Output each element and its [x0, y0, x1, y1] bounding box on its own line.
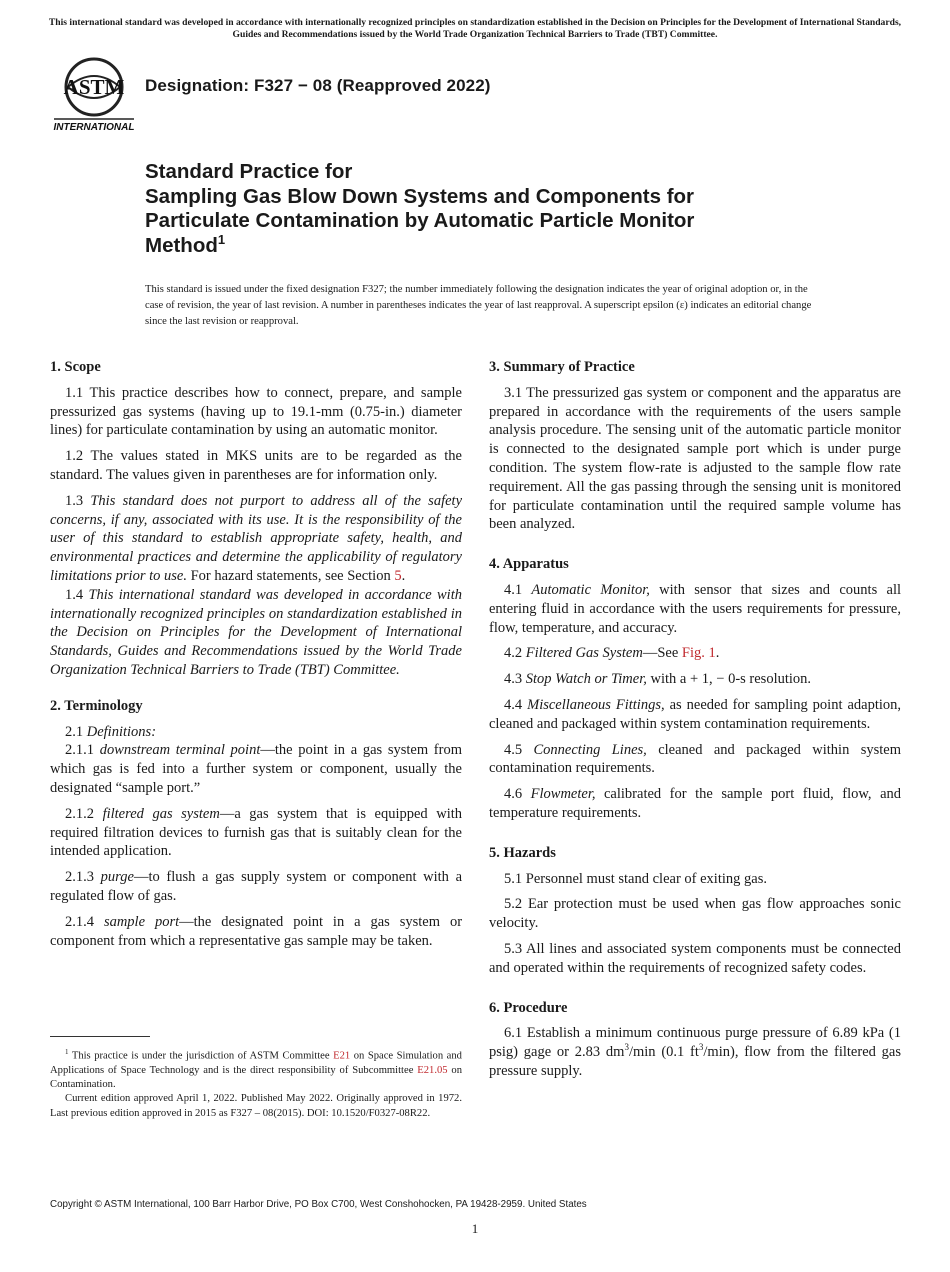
section-scope-heading: 1. Scope: [50, 359, 101, 375]
fig-1-link[interactable]: Fig. 1: [681, 645, 716, 662]
apparatus-4-4-term: Miscellaneous Fittings,: [527, 696, 665, 713]
term-2-1-2-num: 2.1.2: [65, 805, 94, 822]
apparatus-4-2: [489, 644, 901, 663]
header-notice: This international standard was developed in accordance with internationally recognized principles on standardization established in the Decision on Principles for the Development of International Standards, Guides and Recommendations issued by the World Trade Organization Technical Barriers to Trade (TBT) Committee.: [48, 17, 902, 40]
committee-e21-link[interactable]: E21: [333, 1050, 351, 1062]
term-2-1-3-def: —to flush a gas supply system or component with a regulated flow of gas.: [50, 869, 463, 904]
issued-note: This standard is issued under the fixed designation F327; the number immediately following the designation indicates the year of original adoption or, in the case of revision, the year of last revision. A number in parentheses indicates the year of last reapproval. A superscript epsilon (ε) indicates an editorial change since the last revision or reapproval.: [145, 284, 812, 327]
spacer: [489, 830, 901, 844]
page-number: 1: [471, 1221, 479, 1236]
scope-1-3: [50, 492, 462, 586]
apparatus-4-5-text: cleaned and packaged within system contamination requirements.: [489, 741, 902, 777]
apparatus-4-5: [489, 741, 901, 779]
procedure-6-1-c: /min), flow from the filtered gas pressure supply.: [489, 1044, 901, 1079]
section-hazards-heading: 5. Hazards: [489, 844, 556, 861]
apparatus-4-3: [489, 670, 901, 689]
apparatus-4-1: [489, 581, 901, 637]
footnote-1-mark: 1: [65, 1048, 69, 1056]
scope-1-3-italic: This standard does not purport to address all of the safety concerns, if any, associated with its use. It is the responsibility of the user of this standard to establish appropriate safety, health, and environmental practices and determine the applicability of regulatory limitations prior to use.: [50, 492, 462, 584]
left-column: [50, 358, 462, 957]
procedure-6-1-sup2: 3: [698, 1042, 704, 1053]
astm-logo-icon: [52, 55, 136, 135]
footnote-divider: [50, 1036, 150, 1037]
apparatus-4-6-text: calibrated for the sample port fluid, flow, and temperature requirements.: [489, 786, 902, 821]
term-2-1-4-def: —the designated point in a gas system or component from which a representative gas sample may be taken.: [50, 913, 463, 949]
term-2-1-3: [50, 868, 462, 906]
section-terminology-heading: 2. Terminology: [50, 697, 143, 714]
scope-1-4-italic: This international standard was developed in accordance with internationally recognized principles on standardization established in the Decision on Principles for the Development of International Standards, Guides and Recommendations issued by the World Trade Organization Technical Barriers to Trade (TBT) Committee.: [50, 586, 462, 678]
apparatus-4-5-num: 4.5: [504, 741, 523, 758]
document-title: [145, 160, 825, 258]
scope-1-1: 1.1 This practice describes how to connect, prepare, and sample pressurized gas systems (having up to 19.1-mm (0.75-in.) diameter lines) for particulate contamination by using an automatic monitor.: [50, 384, 462, 439]
title-line-1: Standard Practice for: [145, 160, 353, 183]
footnote-2: Current edition approved April 1, 2022. Published May 2022. Originally approved in 1972. Last previous edition approved in 2015 as F327 – 08(2015). DOI: 10.1520/F0327-08R22.: [50, 1093, 462, 1119]
terminology-2-1-num: 2.1: [65, 723, 84, 740]
section-apparatus-heading: 4. Apparatus: [489, 556, 569, 573]
scope-1-2: 1.2 The values stated in MKS units are to be regarded as the standard. The values given in parentheses are for information only.: [50, 448, 462, 483]
scope-1-4-num: 1.4: [65, 586, 84, 603]
logo-caption: INTERNATIONAL: [53, 122, 135, 133]
apparatus-4-6: [489, 785, 901, 823]
term-2-1-1-num: 2.1.1: [65, 742, 94, 759]
hazards-5-2: 5.2 Ear protection must be used when gas flow approaches sonic velocity.: [489, 896, 901, 932]
definitions-label: Definitions:: [86, 723, 157, 740]
term-2-1-2: [50, 805, 462, 861]
apparatus-4-2-num: 4.2: [504, 645, 523, 662]
term-2-1-1-def: —the point in a gas system from which gas is fed into a further system or component, usually the designated “sample port.”: [50, 742, 462, 796]
procedure-6-1: [489, 1024, 901, 1080]
apparatus-4-1-num: 4.1: [504, 581, 523, 598]
term-2-1-2-def: —a gas system that is equipped with required filtration devices to furnish gas that is suitably clean for the intended application.: [50, 805, 463, 860]
scope-1-3-num: 1.3: [65, 492, 84, 509]
section-5-link[interactable]: 5: [394, 567, 402, 584]
apparatus-4-5-term: Connecting Lines,: [533, 741, 647, 758]
apparatus-4-2-term: Filtered Gas System: [525, 645, 643, 662]
apparatus-4-1-text: with sensor that sizes and counts all entering fluid in accordance with the users requirements for pressure, flow, temperature, and accuracy.: [489, 581, 901, 636]
footnote-1-text-c: on Contamination.: [50, 1064, 462, 1091]
subcommittee-e21-05-link[interactable]: E21.05: [417, 1064, 448, 1076]
term-filtered-gas-system: filtered gas system: [102, 805, 220, 822]
scope-1-3-end: .: [401, 567, 406, 584]
apparatus-4-1-term: Automatic Monitor,: [531, 581, 650, 598]
footnotes: [50, 1045, 462, 1121]
logo-wordmark: ASTM: [63, 75, 125, 99]
apparatus-4-4-num: 4.4: [504, 696, 523, 713]
copyright: Copyright © ASTM International, 100 Barr Harbor Drive, PO Box C700, West Conshohocken, PA 19428-2959. United States: [50, 1199, 587, 1210]
terminology-2-1: [50, 723, 462, 742]
procedure-6-1-a: 6.1 Establish a minimum continuous purge pressure of 6.89 kPa (1 psig) gage or 2.83 dm: [489, 1025, 901, 1061]
designation: Designation: F327 − 08 (Reapproved 2022): [145, 76, 491, 95]
title-line-3: Particulate Contamination by Automatic Particle Monitor: [145, 209, 695, 232]
procedure-6-1-sup1: 3: [624, 1042, 629, 1053]
term-sample-port: sample port: [103, 913, 180, 930]
apparatus-4-3-text: with a + 1, − 0-s resolution.: [650, 671, 812, 688]
apparatus-4-4: [489, 696, 901, 734]
procedure-6-1-b: /min (0.1 ft: [628, 1044, 699, 1061]
apparatus-4-2-end: .: [715, 645, 720, 662]
apparatus-4-6-num: 4.6: [504, 786, 523, 803]
section-summary-heading: 3. Summary of Practice: [489, 359, 635, 375]
title-line-4-text: Method: [145, 233, 218, 257]
spacer: [489, 985, 901, 999]
term-2-1-4: [50, 913, 462, 951]
title-footnote-mark: 1: [217, 231, 226, 247]
apparatus-4-6-term: Flowmeter,: [530, 786, 596, 803]
spacer: [489, 541, 901, 555]
term-downstream-terminal-point: downstream terminal point: [99, 742, 261, 759]
right-column: [489, 358, 901, 1088]
spacer: [50, 687, 462, 697]
term-2-1-1: [50, 741, 462, 797]
term-2-1-3-num: 2.1.3: [65, 869, 94, 886]
footnote-1-text-a: This practice is under the jurisdiction of ASTM Committee: [71, 1050, 330, 1062]
footnote-1: [50, 1045, 462, 1092]
apparatus-4-2-text: —See: [642, 645, 679, 662]
term-purge: purge: [100, 869, 134, 886]
hazards-5-1: 5.1 Personnel must stand clear of exiting gas.: [504, 870, 767, 887]
summary-3-1: 3.1 The pressurized gas system or component and the apparatus are prepared in accordance with the requirements of the users sample analysis procedure. The sensing unit of the automatic particle monitor is connected to the designated sample port which is under purge condition. The system flow-rate is adjusted to the sample flow rate requirement. All the gas passing through the sensing unit is monitored for particulate contamination until the required sample volume has been analyzed.: [489, 384, 901, 533]
apparatus-4-3-term: Stop Watch or Timer,: [525, 671, 647, 688]
apparatus-4-4-text: as needed for sampling point adaption, cleaned and packaged within system contamination requirements.: [489, 696, 902, 732]
section-procedure-heading: 6. Procedure: [489, 999, 568, 1016]
scope-1-4: [50, 586, 462, 680]
title-line-4: [145, 231, 825, 259]
footnote-1-text-b: on Space Simulation and Applications of Space Technology and is the direct responsibility of Subcommittee: [50, 1050, 462, 1076]
hazards-5-3: 5.3 All lines and associated system components must be connected and operated within the requirements of recognized safety codes.: [489, 940, 901, 976]
scope-1-3-tail: For hazard statements, see Section: [190, 567, 391, 584]
title-line-2: Sampling Gas Blow Down Systems and Components for: [145, 184, 695, 208]
apparatus-4-3-num: 4.3: [504, 671, 523, 688]
term-2-1-4-num: 2.1.4: [65, 913, 94, 930]
astm-logo: [52, 55, 136, 135]
